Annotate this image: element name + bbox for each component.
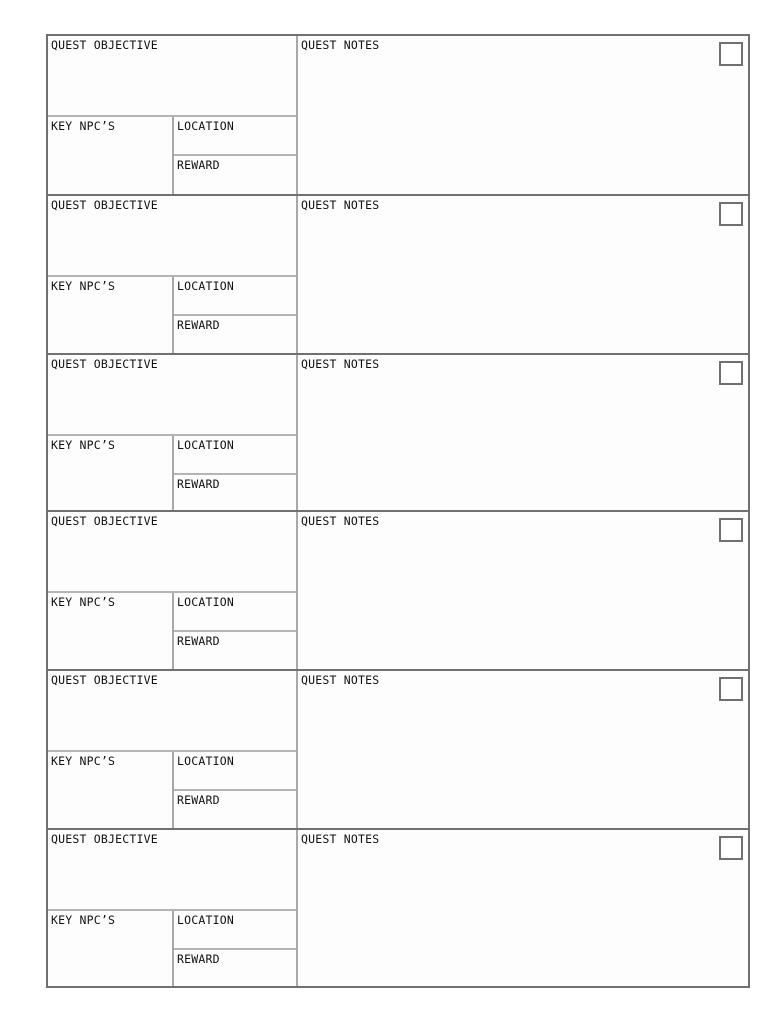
- reward-field[interactable]: [174, 950, 296, 986]
- quest-complete-checkbox[interactable]: [719, 677, 743, 701]
- quest-objective-field[interactable]: [48, 671, 296, 752]
- quest-block-5: [48, 671, 748, 830]
- quest-objective-field[interactable]: [48, 512, 296, 593]
- quest-block-3: [48, 355, 748, 512]
- quest-objective-label: QUEST OBJECTIVE: [51, 198, 158, 212]
- quest-complete-checkbox[interactable]: [719, 518, 743, 542]
- location-field[interactable]: [174, 593, 296, 632]
- location-label: LOCATION: [177, 595, 234, 609]
- quest-details-column: [48, 36, 298, 194]
- quest-notes-label: QUEST NOTES: [301, 38, 380, 52]
- quest-notes-label: QUEST NOTES: [301, 357, 380, 371]
- reward-field[interactable]: [174, 791, 296, 828]
- quest-details-column: [48, 671, 298, 828]
- reward-label: REWARD: [177, 158, 220, 172]
- location-label: LOCATION: [177, 279, 234, 293]
- quest-complete-checkbox[interactable]: [719, 202, 743, 226]
- location-label: LOCATION: [177, 438, 234, 452]
- quest-block-2: [48, 196, 748, 355]
- location-field[interactable]: [174, 277, 296, 316]
- key-npcs-label: KEY NPC’S: [51, 913, 116, 927]
- quest-block-1: [48, 36, 748, 196]
- location-field[interactable]: [174, 911, 296, 950]
- quest-objective-field[interactable]: [48, 355, 296, 436]
- quest-notes-label: QUEST NOTES: [301, 673, 380, 687]
- reward-field[interactable]: [174, 156, 296, 194]
- location-field[interactable]: [174, 117, 296, 156]
- reward-label: REWARD: [177, 793, 220, 807]
- quest-block-6: [48, 830, 748, 986]
- quest-objective-label: QUEST OBJECTIVE: [51, 832, 158, 846]
- key-npcs-label: KEY NPC’S: [51, 438, 116, 452]
- quest-details-column: [48, 512, 298, 669]
- quest-notes-label: QUEST NOTES: [301, 514, 380, 528]
- reward-field[interactable]: [174, 316, 296, 353]
- quest-details-column: [48, 830, 298, 986]
- location-label: LOCATION: [177, 754, 234, 768]
- quest-objective-field[interactable]: [48, 196, 296, 277]
- quest-notes-field[interactable]: [298, 36, 748, 194]
- key-npcs-field[interactable]: [48, 593, 174, 669]
- quest-notes-field[interactable]: [298, 355, 748, 510]
- location-field[interactable]: [174, 752, 296, 791]
- quest-details-column: [48, 355, 298, 510]
- reward-label: REWARD: [177, 318, 220, 332]
- quest-objective-label: QUEST OBJECTIVE: [51, 673, 158, 687]
- reward-field[interactable]: [174, 632, 296, 669]
- key-npcs-label: KEY NPC’S: [51, 119, 116, 133]
- quest-objective-label: QUEST OBJECTIVE: [51, 514, 158, 528]
- quest-notes-label: QUEST NOTES: [301, 198, 380, 212]
- location-label: LOCATION: [177, 913, 234, 927]
- quest-objective-label: QUEST OBJECTIVE: [51, 38, 158, 52]
- key-npcs-field[interactable]: [48, 277, 174, 353]
- location-field[interactable]: [174, 436, 296, 475]
- quest-objective-field[interactable]: [48, 36, 296, 117]
- reward-label: REWARD: [177, 634, 220, 648]
- reward-field[interactable]: [174, 475, 296, 510]
- quest-notes-label: QUEST NOTES: [301, 832, 380, 846]
- key-npcs-label: KEY NPC’S: [51, 595, 116, 609]
- key-npcs-field[interactable]: [48, 117, 174, 194]
- quest-notes-field[interactable]: [298, 671, 748, 828]
- key-npcs-field[interactable]: [48, 436, 174, 510]
- reward-label: REWARD: [177, 477, 220, 491]
- quest-log-sheet: [46, 34, 750, 988]
- quest-objective-field[interactable]: [48, 830, 296, 911]
- quest-objective-label: QUEST OBJECTIVE: [51, 357, 158, 371]
- quest-complete-checkbox[interactable]: [719, 361, 743, 385]
- quest-notes-field[interactable]: [298, 830, 748, 986]
- location-label: LOCATION: [177, 119, 234, 133]
- quest-complete-checkbox[interactable]: [719, 42, 743, 66]
- quest-details-column: [48, 196, 298, 353]
- quest-block-4: [48, 512, 748, 671]
- quest-complete-checkbox[interactable]: [719, 836, 743, 860]
- quest-notes-field[interactable]: [298, 512, 748, 669]
- key-npcs-label: KEY NPC’S: [51, 754, 116, 768]
- key-npcs-label: KEY NPC’S: [51, 279, 116, 293]
- reward-label: REWARD: [177, 952, 220, 966]
- key-npcs-field[interactable]: [48, 911, 174, 986]
- key-npcs-field[interactable]: [48, 752, 174, 828]
- quest-notes-field[interactable]: [298, 196, 748, 353]
